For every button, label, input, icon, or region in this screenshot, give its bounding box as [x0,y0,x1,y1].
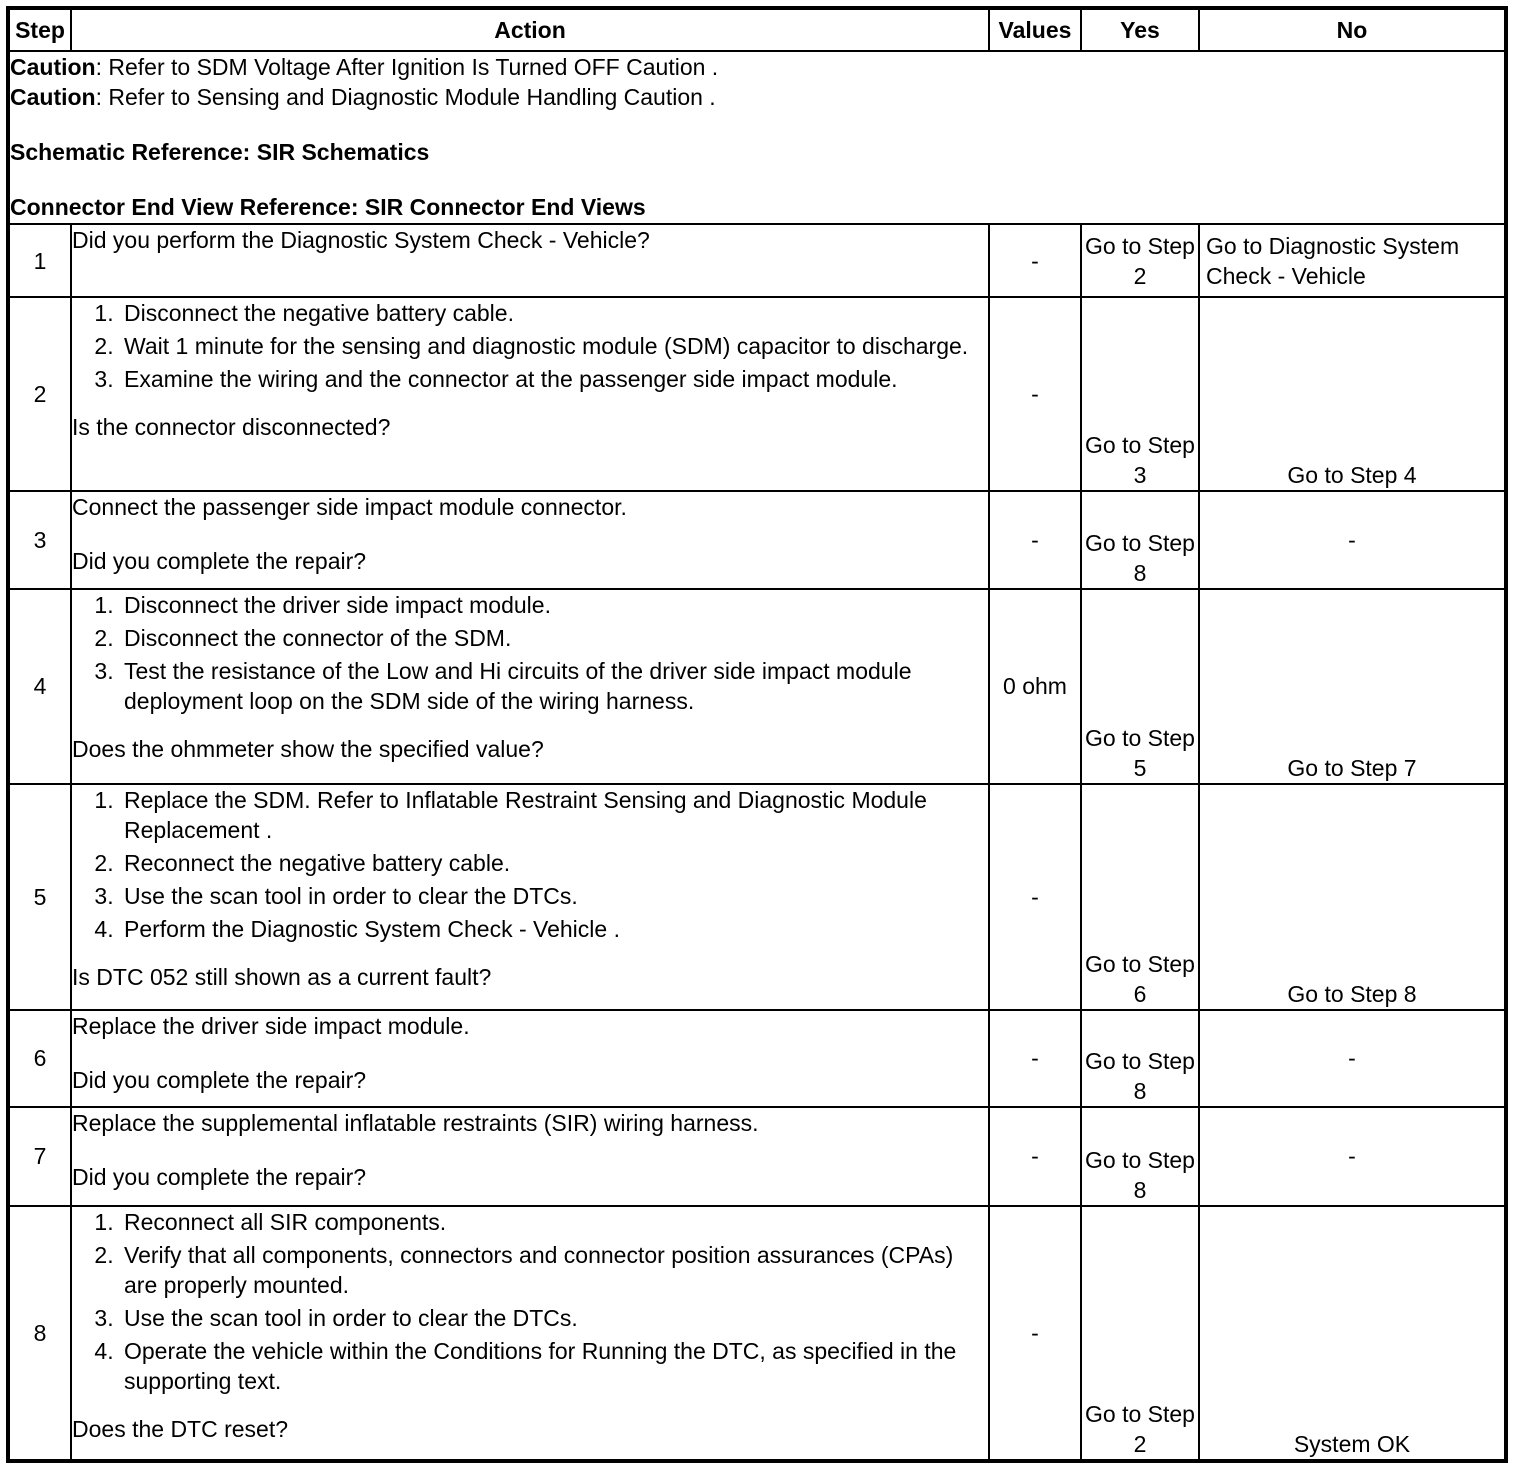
values-cell: - [989,1010,1081,1107]
action-question: Did you complete the repair? [72,1164,367,1191]
values-cell: - [989,1206,1081,1461]
values-cell: - [989,224,1081,297]
step-number: 6 [8,1010,71,1107]
step-number: 2 [8,297,71,491]
header-yes: Yes [1081,8,1199,51]
no-cell: - [1199,491,1506,588]
connector-reference: Connector End View Reference: SIR Connector End Views [10,194,646,220]
list-item: 3. Use the scan tool in order to clear the DTCs. [120,881,988,911]
no-cell: - [1199,1010,1506,1107]
action-text: Replace the driver side impact module. [72,1012,470,1039]
header-action: Action [71,8,989,51]
list-item: 2. Verify that all components, connectors and connector position assurances (CPAs) are properly mounted. [120,1240,988,1300]
list-item: 1. Reconnect all SIR components. [120,1207,988,1237]
values-cell: - [989,491,1081,588]
yes-cell: Go to Step 8 [1081,491,1199,588]
action-question: Does the DTC reset? [72,1415,289,1442]
no-cell: Go to Step 4 [1199,297,1506,491]
intro-cell [8,51,1506,224]
action-question: Is the connector disconnected? [72,414,391,441]
action-list [72,298,988,394]
action-list [72,1207,988,1396]
step-number: 1 [8,224,71,297]
no-cell: - [1199,1107,1506,1205]
caution-text: : Refer to Sensing and Diagnostic Module Handling Caution . [95,84,716,110]
table-row [8,297,1506,491]
yes-cell: Go to Step 2 [1081,1206,1199,1461]
header-row [8,8,1506,51]
schematic-reference: Schematic Reference: SIR Schematics [10,139,430,165]
values-cell: - [989,1107,1081,1205]
action-cell [71,224,989,297]
table-row [8,1107,1506,1205]
caution-line [10,82,1504,112]
caution-label: Caution [10,54,96,80]
action-text: Connect the passenger side impact module connector. [72,494,627,521]
values-cell: - [989,784,1081,1010]
step-number: 8 [8,1206,71,1461]
table-row [8,224,1506,297]
diagnostic-table [6,6,1508,1463]
step-number: 5 [8,784,71,1010]
table-row [8,491,1506,588]
action-cell [71,491,989,588]
action-question: Did you complete the repair? [72,548,367,575]
list-item: 1. Disconnect the negative battery cable. [120,298,988,328]
list-item: 3. Use the scan tool in order to clear the DTCs. [120,1303,988,1333]
table-row [8,1206,1506,1461]
action-cell [71,1010,989,1107]
action-list [72,785,988,944]
action-cell [71,589,989,784]
action-question: Did you perform the Diagnostic System Check - Vehicle? [72,226,650,253]
list-item: 2. Reconnect the negative battery cable. [120,848,988,878]
list-item: 1. Replace the SDM. Refer to Inflatable Restraint Sensing and Diagnostic Module Replacement . [120,785,988,845]
caution-line [10,52,1504,82]
list-item: 3. Test the resistance of the Low and Hi circuits of the driver side impact module deployment loop on the SDM side of the wiring harness. [120,656,988,716]
action-question: Is DTC 052 still shown as a current fault? [72,963,492,990]
yes-cell: Go to Step 5 [1081,589,1199,784]
list-item: 4. Perform the Diagnostic System Check - Vehicle . [120,914,988,944]
step-number: 7 [8,1107,71,1205]
header-values: Values [989,8,1081,51]
no-cell: Go to Diagnostic System Check - Vehicle [1199,224,1506,297]
action-question: Does the ohmmeter show the specified value? [72,735,544,762]
yes-cell: Go to Step 3 [1081,297,1199,491]
no-cell: Go to Step 8 [1199,784,1506,1010]
step-number: 3 [8,491,71,588]
table-row [8,784,1506,1010]
yes-cell: Go to Step 6 [1081,784,1199,1010]
no-cell: System OK [1199,1206,1506,1461]
intro-row [8,51,1506,224]
values-cell: 0 ohm [989,589,1081,784]
step-number: 4 [8,589,71,784]
action-list [72,590,988,716]
list-item: 2. Disconnect the connector of the SDM. [120,623,988,653]
yes-cell: Go to Step 8 [1081,1010,1199,1107]
header-no: No [1199,8,1506,51]
action-cell [71,784,989,1010]
action-text: Replace the supplemental inflatable restraints (SIR) wiring harness. [72,1110,759,1137]
yes-cell: Go to Step 8 [1081,1107,1199,1205]
action-cell [71,1107,989,1205]
table-row [8,589,1506,784]
action-cell [71,1206,989,1461]
list-item: 2. Wait 1 minute for the sensing and diagnostic module (SDM) capacitor to discharge. [120,331,988,361]
list-item: 4. Operate the vehicle within the Conditions for Running the DTC, as specified in the supporting text. [120,1336,988,1396]
action-cell [71,297,989,491]
no-cell: Go to Step 7 [1199,589,1506,784]
header-step: Step [8,8,71,51]
yes-cell: Go to Step 2 [1081,224,1199,297]
table-row [8,1010,1506,1107]
caution-text: : Refer to SDM Voltage After Ignition Is Turned OFF Caution . [95,54,719,80]
caution-label: Caution [10,84,96,110]
values-cell: - [989,297,1081,491]
action-question: Did you complete the repair? [72,1066,367,1093]
list-item: 3. Examine the wiring and the connector at the passenger side impact module. [120,364,988,394]
list-item: 1. Disconnect the driver side impact module. [120,590,988,620]
